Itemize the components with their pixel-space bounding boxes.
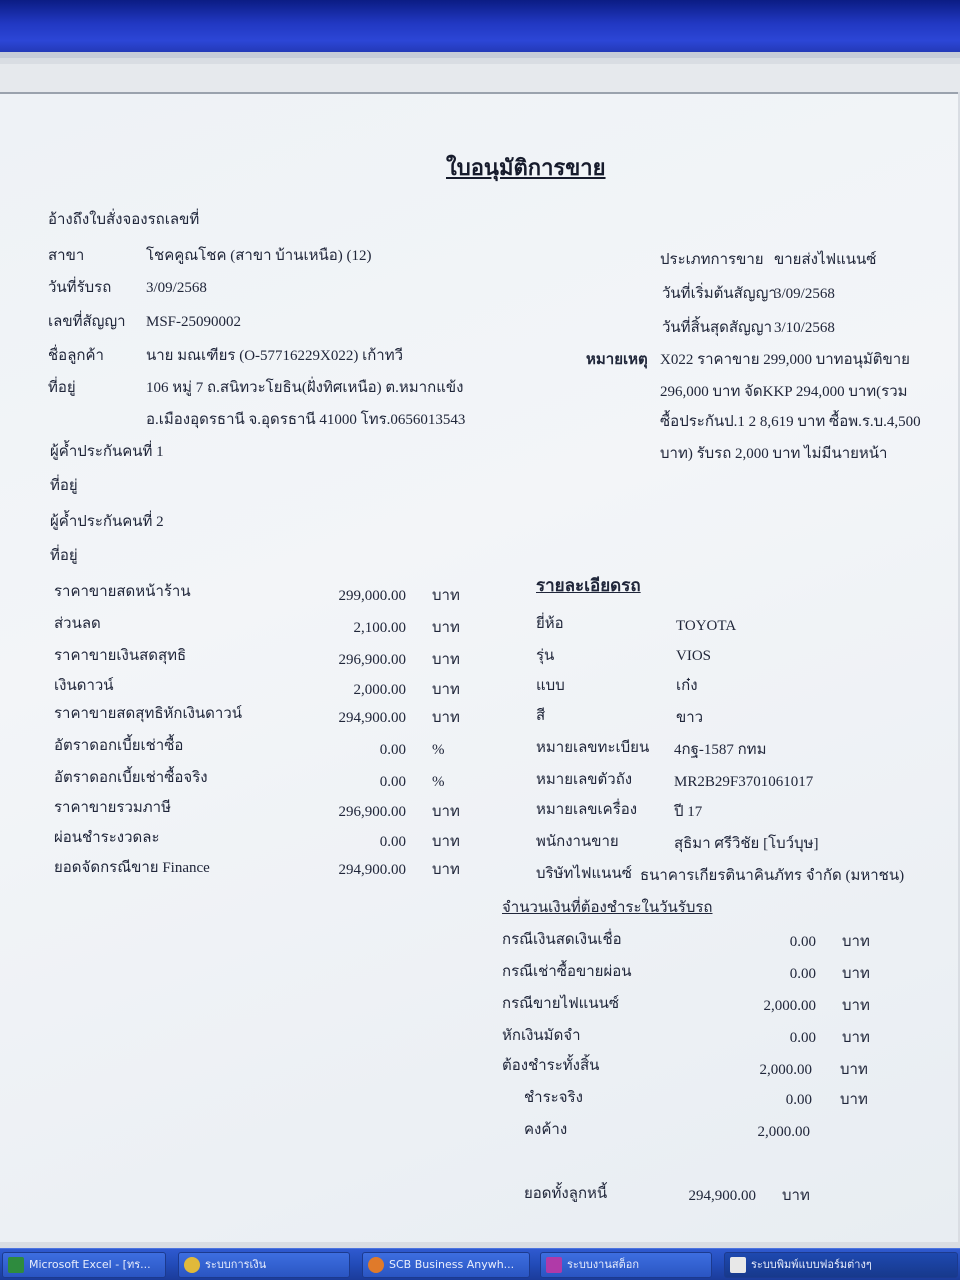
customer-name-label: ชื่อลูกค้า xyxy=(48,348,104,364)
taskbar-item-stock[interactable] xyxy=(540,1252,712,1278)
price-unit: บาท xyxy=(432,710,460,726)
windows-taskbar xyxy=(0,1248,960,1280)
price-label: ยอดจัดกรณีขาย Finance xyxy=(54,860,210,876)
document-page xyxy=(0,92,958,1242)
remark-line-1: X022 ราคาขาย 299,000 บาทอนุมัติขาย xyxy=(660,352,910,368)
taskbar-item-finance[interactable] xyxy=(178,1252,350,1278)
car-value: สุธิมา ศรีวิชัย [โบว์บุษ] xyxy=(674,836,819,852)
payment-label: ชำระจริง xyxy=(524,1090,583,1106)
delivery-date-value: 3/09/2568 xyxy=(146,280,207,296)
car-label: พนักงานขาย xyxy=(536,834,619,850)
firefox-icon xyxy=(368,1257,384,1273)
payment-value: 0.00 xyxy=(789,934,816,950)
price-unit: บาท xyxy=(432,652,460,668)
price-value: 299,000.00 xyxy=(338,588,406,604)
price-value: 2,100.00 xyxy=(353,620,406,636)
price-label: ผ่อนชำระงวดละ xyxy=(54,830,160,846)
address-line-1: 106 หมู่ 7 ถ.สนิทวะโยธิน(ฝั่งทิศเหนือ) ต.หมากแข้ง xyxy=(146,380,464,396)
car-label: หมายเลขตัวถัง xyxy=(536,772,633,788)
taskbar-item-excel[interactable] xyxy=(2,1252,166,1278)
finance-app-icon xyxy=(184,1257,200,1273)
remark-line-4: บาท) รับรถ 2,000 บาท ไม่มีนายหน้า xyxy=(660,446,888,462)
guarantor-2-label: ผู้ค้ำประกันคนที่ 2 xyxy=(50,514,164,530)
payment-unit: บาท xyxy=(842,1030,870,1046)
payment-label: กรณีขายไฟแนนซ์ xyxy=(502,996,620,1012)
guarantor-1-label: ผู้ค้ำประกันคนที่ 1 xyxy=(50,444,164,460)
address-line-2: อ.เมืองอุดรธานี จ.อุดรธานี 41000 โทร.0656013543 xyxy=(146,412,466,428)
price-value: 0.00 xyxy=(379,742,406,758)
payment-value: 0.00 xyxy=(789,966,816,982)
car-label: รุ่น xyxy=(536,648,555,664)
taskbar-item-label: SCB Business Anywh... xyxy=(389,1258,515,1271)
reference-label: อ้างถึงใบสั่งจองรถเลขที่ xyxy=(48,212,200,228)
payment-unit: บาท xyxy=(842,966,870,982)
payment-label: ต้องชำระทั้งสิ้น xyxy=(502,1058,600,1074)
payment-value: 0.00 xyxy=(789,1030,816,1046)
payment-value: 0.00 xyxy=(785,1092,812,1108)
contract-no-label: เลขที่สัญญา xyxy=(48,314,126,330)
payment-unit: บาท xyxy=(840,1092,868,1108)
payment-label: กรณีเงินสดเงินเชื่อ xyxy=(502,932,622,948)
price-unit: บาท xyxy=(432,834,460,850)
total-debt-value: 294,900.00 xyxy=(688,1188,756,1204)
price-unit: บาท xyxy=(432,620,460,636)
taskbar-item-label: ระบบพิมพ์แบบฟอร์มต่างๆ xyxy=(751,1258,872,1271)
page-title: ใบอนุมัติการขาย xyxy=(446,155,606,180)
total-debt-unit: บาท xyxy=(782,1188,810,1204)
remark-line-3: ซื้อประกันป.1 2 8,619 บาท ซื้อพ.ร.บ.4,500 xyxy=(660,414,921,430)
branch-label: สาขา xyxy=(48,248,85,264)
car-label: สี xyxy=(536,708,546,724)
sale-type-label: ประเภทการขาย xyxy=(660,252,764,268)
window-title-bar xyxy=(0,0,960,58)
price-label: ราคาขายเงินสดสุทธิ xyxy=(54,648,187,664)
car-value: MR2B29F3701061017 xyxy=(674,774,814,790)
price-label: เงินดาวน์ xyxy=(54,678,114,694)
taskbar-item-label: ระบบงานสต็อก xyxy=(567,1258,639,1271)
remark-line-2: 296,000 บาท จัดKKP 294,000 บาท(รวม xyxy=(660,384,908,400)
stock-app-icon xyxy=(546,1257,562,1273)
payment-heading: จำนวนเงินที่ต้องชำระในวันรับรถ xyxy=(502,900,713,916)
payment-value: 2,000.00 xyxy=(763,998,816,1014)
payment-label: คงค้าง xyxy=(524,1122,568,1138)
price-label: ราคาขายสดหน้าร้าน xyxy=(54,584,191,600)
car-label: หมายเลขทะเบียน xyxy=(536,740,650,756)
price-unit: % xyxy=(432,742,445,758)
payment-value: 2,000.00 xyxy=(759,1062,812,1078)
contract-start-label: วันที่เริ่มต้นสัญญา xyxy=(662,286,777,302)
price-value: 0.00 xyxy=(379,834,406,850)
taskbar-item-label: Microsoft Excel - [ทร... xyxy=(29,1258,151,1271)
taskbar-item-scb[interactable] xyxy=(362,1252,530,1278)
car-value: VIOS xyxy=(676,648,712,664)
payment-unit: บาท xyxy=(840,1062,868,1078)
car-label: หมายเลขเครื่อง xyxy=(536,802,638,818)
total-debt-label: ยอดทั้งลูกหนี้ xyxy=(524,1186,608,1202)
price-label: ส่วนลด xyxy=(54,616,101,632)
sale-type-value: ขายส่งไฟแนนซ์ xyxy=(774,252,877,268)
contract-start-value: 3/09/2568 xyxy=(774,286,835,302)
remark-label: หมายเหตุ xyxy=(586,352,648,368)
finance-company-label: บริษัทไฟแนนซ์ xyxy=(536,866,632,882)
price-unit: บาท xyxy=(432,682,460,698)
branch-value: โชคคูณโชค (สาขา บ้านเหนือ) (12) xyxy=(146,248,372,264)
price-unit: % xyxy=(432,774,445,790)
car-label: ยี่ห้อ xyxy=(536,616,564,632)
car-value: ปี 17 xyxy=(674,804,703,820)
customer-name-value: นาย มณเฑียร (O-57716229X022) เก้าทวี xyxy=(146,348,404,364)
payment-unit: บาท xyxy=(842,998,870,1014)
price-label: อัตราดอกเบี้ยเช่าซื้อ xyxy=(54,738,184,754)
car-value: ขาว xyxy=(676,710,704,726)
delivery-date-label: วันที่รับรถ xyxy=(48,280,112,296)
excel-icon xyxy=(8,1257,24,1273)
price-label: ราคาขายรวมภาษี xyxy=(54,800,171,816)
price-value: 296,900.00 xyxy=(338,652,406,668)
taskbar-item-label: ระบบการเงิน xyxy=(205,1258,267,1271)
contract-end-value: 3/10/2568 xyxy=(774,320,835,336)
payment-value: 2,000.00 xyxy=(757,1124,810,1140)
car-label: แบบ xyxy=(536,678,565,694)
payment-label: หักเงินมัดจำ xyxy=(502,1028,581,1044)
car-value: เก๋ง xyxy=(676,678,698,694)
price-unit: บาท xyxy=(432,804,460,820)
price-value: 294,900.00 xyxy=(338,862,406,878)
finance-company-value: ธนาคารเกียรตินาคินภัทร จำกัด (มหาชน) xyxy=(640,868,905,884)
price-value: 0.00 xyxy=(379,774,406,790)
contract-end-label: วันที่สิ้นสุดสัญญา xyxy=(662,320,773,336)
contract-no-value: MSF-25090002 xyxy=(146,314,242,330)
price-unit: บาท xyxy=(432,862,460,878)
address-label: ที่อยู่ xyxy=(48,380,76,396)
price-unit: บาท xyxy=(432,588,460,604)
car-value: TOYOTA xyxy=(676,618,737,634)
price-label: อัตราดอกเบี้ยเช่าซื้อจริง xyxy=(54,770,208,786)
print-form-icon xyxy=(730,1257,746,1273)
price-value: 294,900.00 xyxy=(338,710,406,726)
payment-unit: บาท xyxy=(842,934,870,950)
price-label: ราคาขายสดสุทธิหักเงินดาวน์ xyxy=(54,706,243,722)
taskbar-item-print-forms[interactable] xyxy=(724,1252,958,1278)
price-value: 296,900.00 xyxy=(338,804,406,820)
guarantor-1-address-label: ที่อยู่ xyxy=(50,478,78,494)
price-value: 2,000.00 xyxy=(353,682,406,698)
payment-label: กรณีเช่าซื้อขายผ่อน xyxy=(502,964,632,980)
car-value: 4กฐ-1587 กทม xyxy=(674,742,767,758)
car-details-heading: รายละเอียดรถ xyxy=(536,576,641,595)
toolbar-strip xyxy=(0,64,960,92)
guarantor-2-address-label: ที่อยู่ xyxy=(50,548,78,564)
